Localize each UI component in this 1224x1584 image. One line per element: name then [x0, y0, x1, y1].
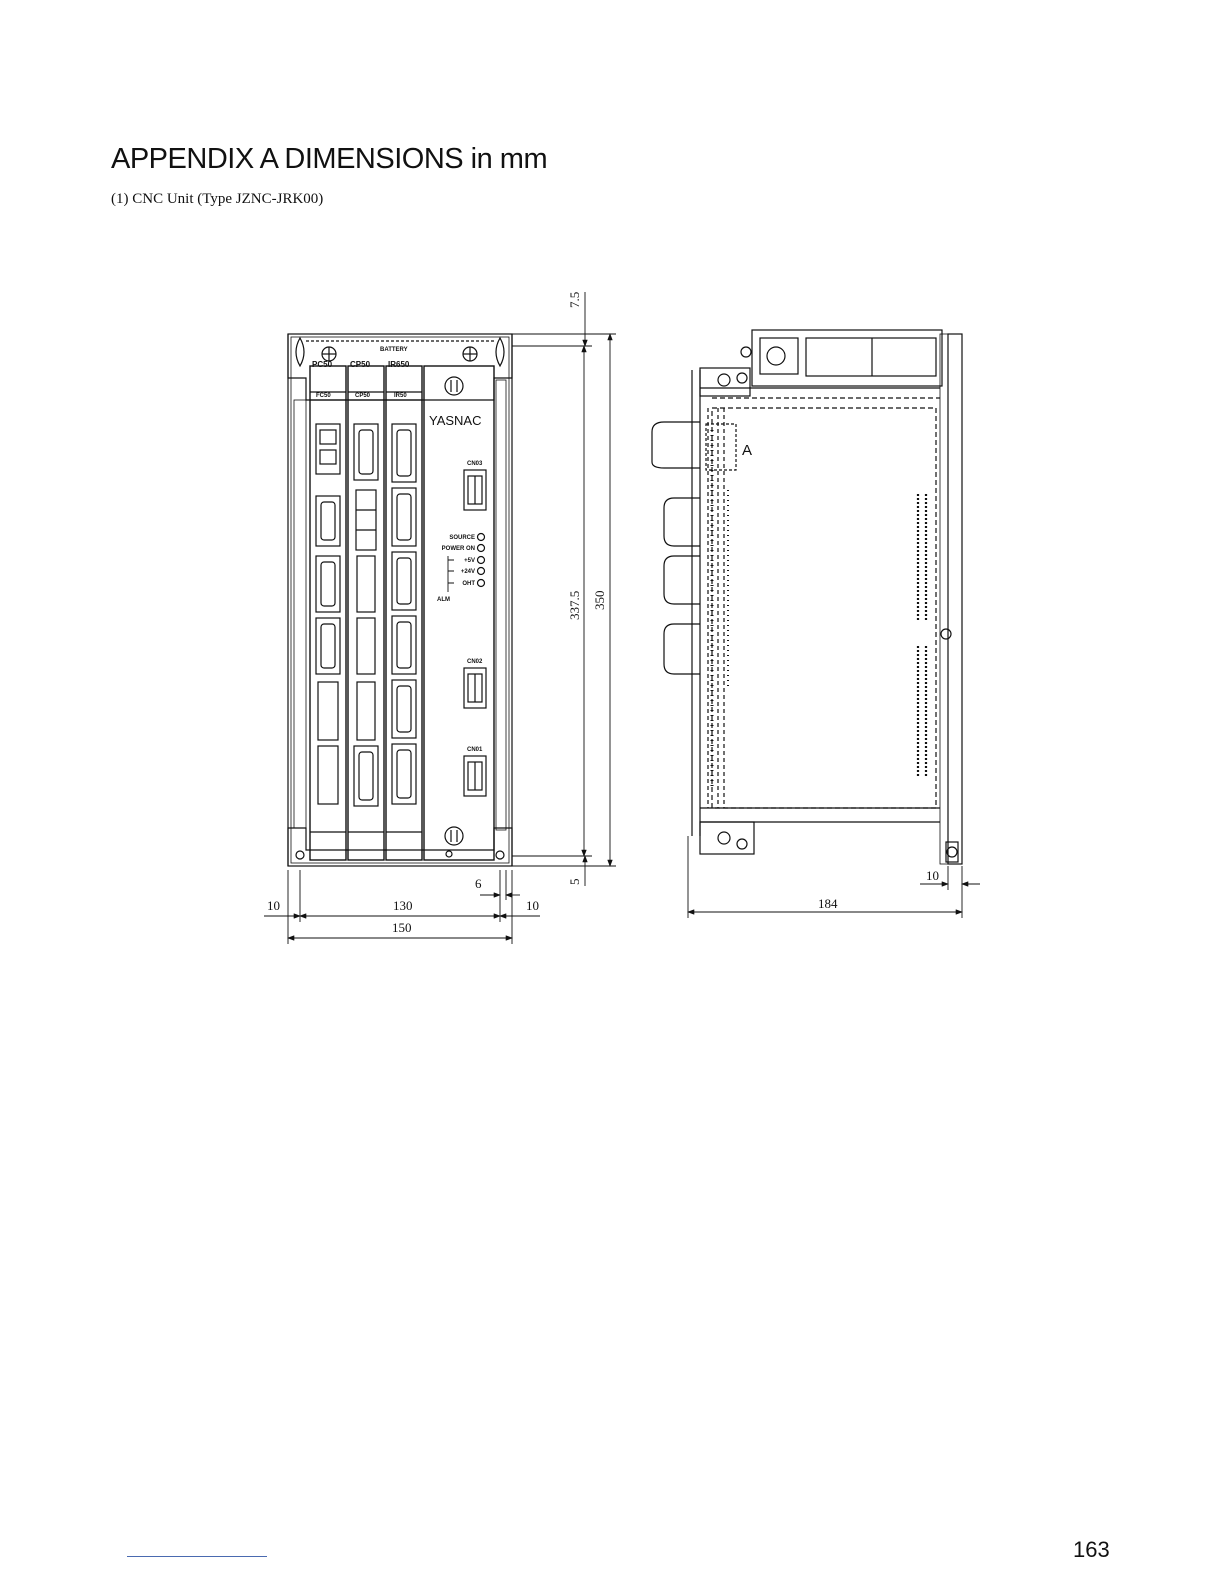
dim-rail-width: 6	[475, 876, 482, 891]
dim-total-height: 350	[592, 590, 607, 610]
connector-label-cn01: CN01	[467, 747, 483, 753]
module-code-ir: IR50	[394, 393, 407, 399]
module-name-cp: CP50	[350, 360, 371, 369]
figure-caption: (1) CNC Unit (Type JZNC-JRK00)	[111, 191, 324, 207]
indicator-label-oht: OHT	[462, 581, 475, 587]
page-number: 163	[1073, 1537, 1110, 1562]
dim-flange: 10	[926, 868, 939, 883]
indicator-label-5v: +5V	[464, 558, 475, 564]
module-code-cp: CP50	[355, 393, 371, 399]
dim-right-margin: 10	[526, 898, 539, 913]
page-heading: APPENDIX A DIMENSIONS in mm	[111, 143, 548, 175]
footer-rule	[127, 1556, 267, 1557]
indicator-label-power-on: POWER ON	[441, 546, 475, 552]
module-name-pc: PC50	[312, 360, 333, 369]
alarm-label: ALM	[437, 597, 450, 603]
dim-inner-width: 130	[393, 898, 413, 913]
indicator-label-source: SOURCE	[449, 535, 475, 541]
dim-inner-height: 337.5	[567, 590, 582, 620]
module-code-fc: FC50	[316, 393, 331, 399]
dim-total-width: 150	[392, 920, 412, 935]
brand-label: YASNAC	[429, 413, 482, 428]
side-view	[652, 330, 962, 864]
dim-top-offset: 7.5	[567, 291, 582, 308]
connector-label-cn03: CN03	[467, 461, 483, 467]
connector-label-cn02: CN02	[467, 659, 483, 665]
dim-left-margin: 10	[267, 898, 280, 913]
front-view-dimension-text	[267, 292, 607, 935]
module-name-ir: IR650	[388, 360, 410, 369]
detail-label-a: A	[742, 442, 753, 459]
dim-depth: 184	[818, 896, 838, 911]
battery-label: BATTERY	[380, 347, 408, 353]
indicator-label-24v: +24V	[460, 569, 475, 575]
dim-bottom-offset: 5	[567, 878, 582, 885]
